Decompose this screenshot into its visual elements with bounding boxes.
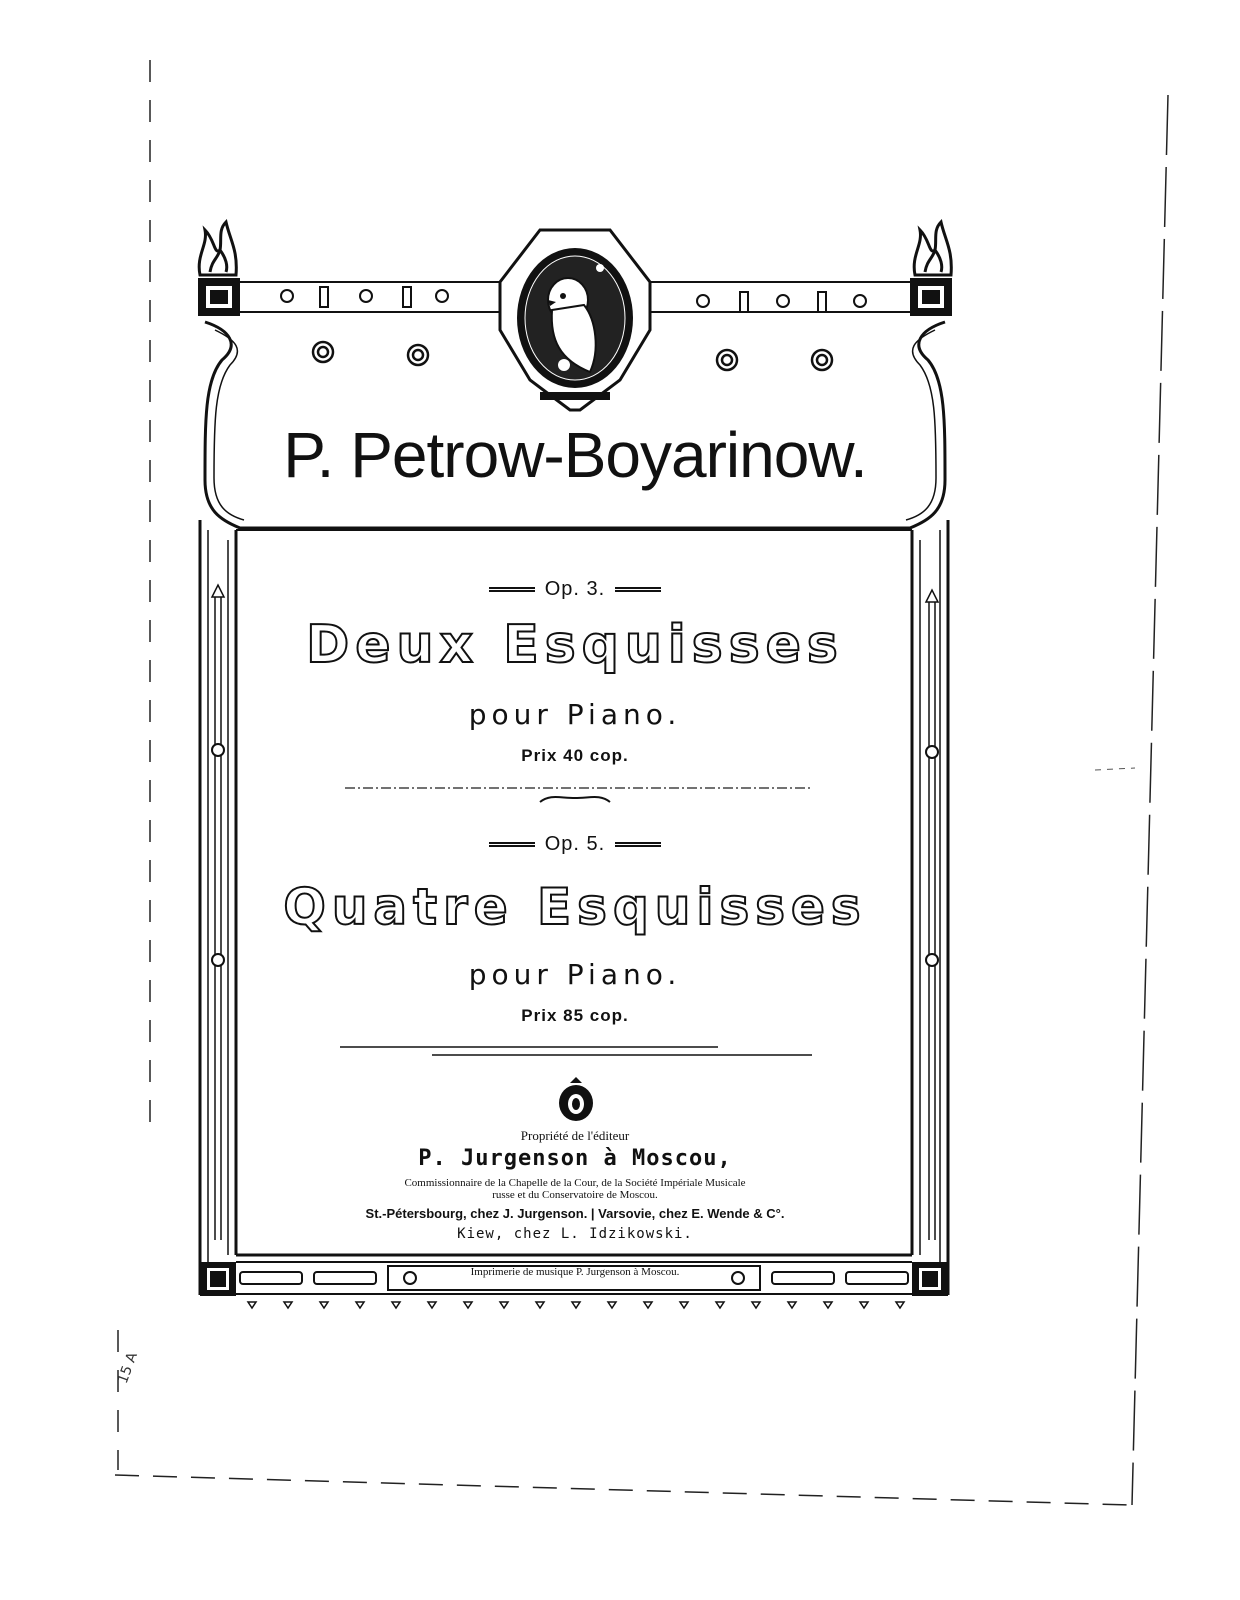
work-1-price: Prix 40 cop.	[521, 746, 629, 765]
right-flame-ornament	[914, 222, 951, 275]
work-1-subtitle: pour Piano.	[468, 698, 682, 731]
publisher-commission-line-1: Commissionnaire de la Chapelle de la Cour, de la Société Impériale Musicale	[404, 1177, 746, 1189]
work-1-opus	[238, 578, 912, 601]
composer-name: P. Petrow-Boyarinow.	[283, 419, 867, 491]
margin-mark	[1095, 768, 1135, 770]
bottom-dashed-border	[115, 1475, 1130, 1505]
separator-flourish	[540, 797, 610, 802]
publisher-cities-line: St.-Pétersbourg, chez J. Jurgenson. | Varsovie, chez E. Wende & C°.	[365, 1206, 785, 1221]
work-1-title: Deux Esquisses	[306, 615, 844, 675]
right-dashed-border	[1132, 95, 1168, 1505]
left-flame-ornament	[199, 222, 236, 275]
work-2-opus-text: Op. 5.	[544, 833, 606, 855]
publisher-commission-line-2: russe et du Conservatoire de Moscou.	[492, 1189, 658, 1201]
imperial-eagle-emblem	[559, 1077, 593, 1121]
work-2-opus	[238, 833, 912, 856]
handwritten-note: 15 A	[114, 1350, 141, 1386]
publisher-property-line: Propriété de l'éditeur	[520, 1128, 630, 1143]
work-1-opus-text: Op. 3.	[544, 578, 606, 600]
work-2-price: Prix 85 cop.	[521, 1006, 629, 1025]
work-2-title: Quatre Esquisses	[283, 878, 867, 936]
work-2-subtitle: pour Piano.	[468, 958, 682, 991]
printer-line: Imprimerie de musique P. Jurgenson à Moscou.	[470, 1266, 680, 1278]
publisher-name: P. Jurgenson à Moscou,	[418, 1146, 732, 1171]
publisher-kiev-line: Kiew, chez L. Idzikowski.	[457, 1226, 693, 1242]
bird-medallion	[500, 230, 650, 410]
